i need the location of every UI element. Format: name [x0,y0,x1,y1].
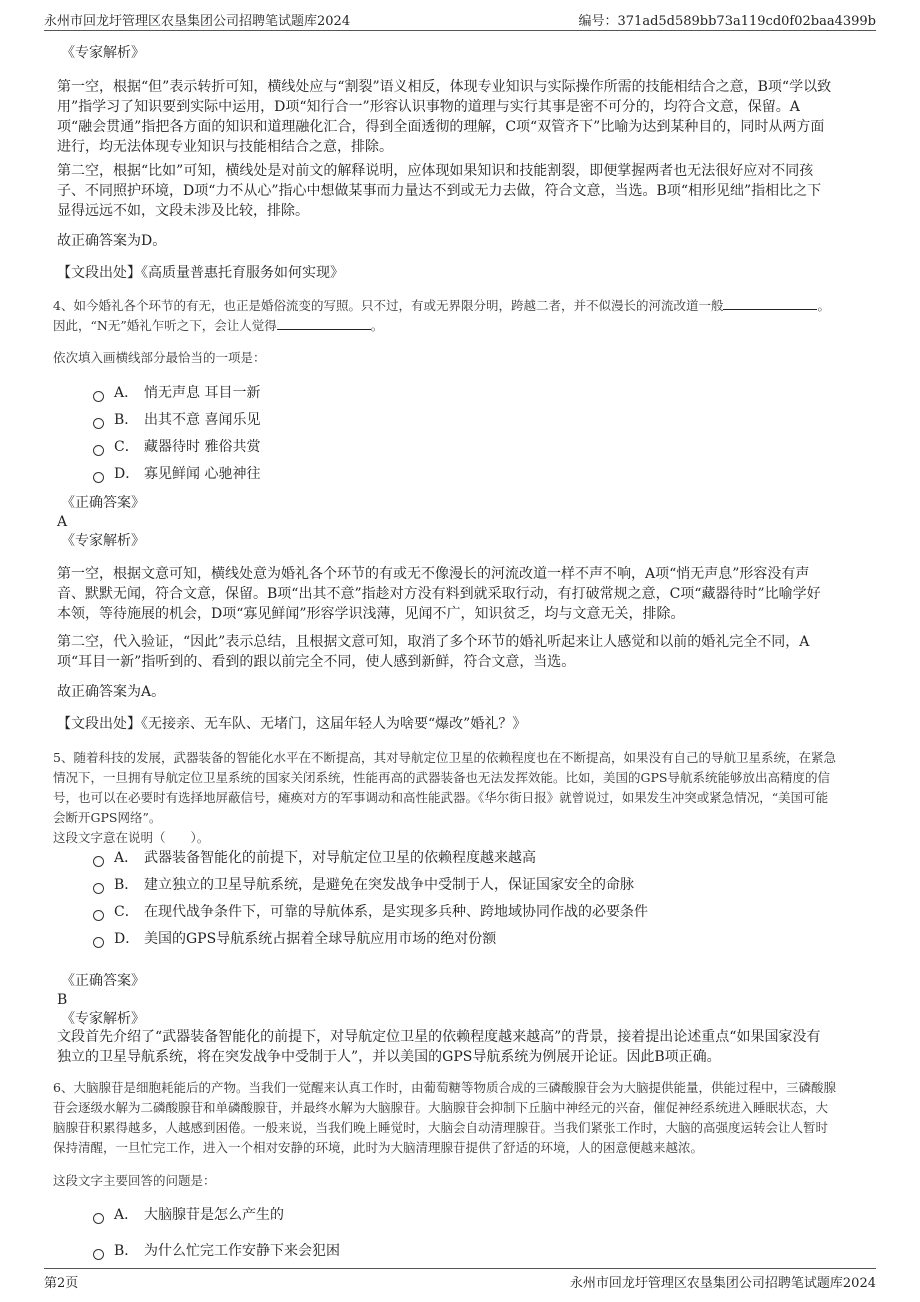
conclusion: 故正确答案为D。 [57,233,167,249]
analysis-tag: 《专家解析》 [61,533,145,549]
q6-option-b[interactable]: B． 为什么忙完工作安静下来会犯困 [93,1241,340,1261]
q4-option-b[interactable]: B． 出其不意 喜闻乐见 [93,410,260,430]
q6-option-a[interactable]: A． 大脑腺苷是怎么产生的 [93,1205,284,1225]
fill-blank-2 [277,317,371,330]
text-line: 号，也可以在必要时有选择地屏蔽信号，瘫痪对方的军事调动和高性能武器。《华尔街日报》就曾说过，如果发生冲突或紧急情况，“美国可能 [53,790,829,805]
text-line: 子、不同照护环境，D项“力不从心”指心中想做某事而力量达不到或无力去做，符合文意，当选。B项“相形见绌”指相比之下 [57,183,822,199]
radio-icon[interactable] [93,445,104,456]
question-prompt: 这段文字意在说明（ ）。 [53,830,210,845]
text-line: 项“融会贯通”指把各方面的知识和道理融化汇合，得到全面透彻的理解，C项“双管齐下”比喻为达到某种目的，同时从两方面 [57,119,825,135]
text-line: 文段首先介绍了“武器装备智能化的前提下，对导航定位卫星的依赖程度越来越高”的背景，接着提出论述重点“如果国家没有 [57,1029,821,1045]
source-line: 【文段出处】《无接亲、无车队、无堵门，这届年轻人为啥要“爆改”婚礼？》 [57,716,527,732]
analysis-paragraph-1 [57,77,857,157]
correct-answer: A [57,514,68,530]
q5-option-c[interactable]: C． 在现代战争条件下，可靠的导航体系，是实现多兵种、跨地域协同作战的必要条件 [93,902,648,922]
q4-option-c[interactable]: C． 藏器待时 雅俗共赏 [93,437,260,457]
analysis-tag: 《专家解析》 [61,1011,145,1027]
conclusion: 故正确答案为A。 [57,684,166,700]
answer-tag: 《正确答案》 [61,973,145,989]
radio-icon[interactable] [93,1213,104,1224]
q5-option-d[interactable]: D． 美国的GPS导航系统占据着全球导航应用市场的绝对份额 [93,929,496,949]
text-line: 第一空，根据“但”表示转折可知，横线处应与“割裂”语义相反，体现专业知识与实际操作所需的技能相结合之意，B项“学以致 [57,79,832,95]
question-6-stem [53,1078,861,1158]
text-line: 显得远远不如，文段未涉及比较，排除。 [57,203,309,219]
q4-option-d[interactable]: D． 寡见鲜闻 心驰神往 [93,464,260,484]
radio-icon[interactable] [93,472,104,483]
header-title: 永州市回龙圩管理区农垦集团公司招聘笔试题库2024 [44,14,351,29]
radio-icon[interactable] [93,856,104,867]
text-line: 6、大脑腺苷是细胞耗能后的产物。当我们一觉醒来认真工作时，由葡萄糖等物质合成的三磷酸腺苷会为大脑提供能量，供能过程中，三磷酸腺 [53,1080,836,1095]
question-4-stem: 4、如今婚礼各个环节的有无，也正是婚俗流变的写照。只不过，有或无界限分明，跨越二者，并不似漫长的河流改道一般 。 因此，“N无”婚礼乍听之下，会让人觉得 。 [53,298,830,333]
text-line: 情况下，一旦拥有导航定位卫星系统的国家关闭系统，性能再高的武器装备也无法发挥效能。比如，美国的GPS导航系统能够放出高精度的信 [53,770,830,785]
radio-icon[interactable] [93,418,104,429]
page-footer [44,1268,876,1291]
q4-option-a[interactable]: A． 悄无声息 耳目一新 [93,383,260,403]
analysis-tag: 《专家解析》 [61,45,145,61]
answer-tag: 《正确答案》 [61,495,145,511]
text-line: 第二空，代入验证，“因此”表示总结，且根据文意可知，取消了多个环节的婚礼听起来让人感觉和以前的婚礼完全不同，A [57,634,810,650]
question-5-stem [53,748,861,848]
fill-blank-1 [723,297,817,310]
radio-icon[interactable] [93,391,104,402]
radio-icon[interactable] [93,937,104,948]
question-prompt: 依次填入画横线部分最恰当的一项是： [53,350,266,365]
text-line: 会断开GPS网络”。 [53,810,162,825]
text-line: 音、默默无闻，符合文意，保留。B项“出其不意”指趁对方没有料到就采取行动，有打破常规之意，C项“藏器待时”比喻学好 [57,586,821,602]
page-number: 第2页 [44,1276,79,1291]
text-line: 5、随着科技的发展，武器装备的智能化水平在不断提高，其对导航定位卫星的依赖程度也在不断提高，如果没有自己的导航卫星系统，在紧急 [53,750,836,765]
analysis-paragraph-2 [57,161,857,221]
analysis-paragraph-2 [57,632,857,672]
header-doc-id: 编号：371ad5d589bb73a119cd0f02baa4399b [578,14,876,29]
radio-icon[interactable] [93,883,104,894]
radio-icon[interactable] [93,1249,104,1260]
text-line: 第一空，根据文意可知，横线处意为婚礼各个环节的有或无不像漫长的河流改道一样不声不响，A项“悄无声息”形容没有声 [57,566,810,582]
text-line: 保持清醒，一旦忙完工作，进入一个相对安静的环境，此时为大脑清理腺苷提供了舒适的环境，人的困意便越来越浓。 [53,1140,704,1155]
radio-icon[interactable] [93,910,104,921]
analysis-paragraph-1 [57,564,857,624]
text-line: 独立的卫星导航系统，将在突发战争中受制于人”，并以美国的GPS导航系统为例展开论证。因此B项正确。 [57,1049,721,1065]
text-line: 脑腺苷积累得越多，人越感到困倦。一般来说，当我们晚上睡觉时，大脑会自动清理腺苷。当我们紧张工作时，大脑的高强度运转会让人暂时 [53,1120,829,1135]
text-line: 本领，等待施展的机会，D项“寡见鲜闻”形容学识浅薄，见闻不广，知识贫乏，均与文意无关，排除。 [57,606,685,622]
text-line: 进行，均无法体现专业知识与技能相结合之意，排除。 [57,139,393,155]
footer-title: 永州市回龙圩管理区农垦集团公司招聘笔试题库2024 [569,1276,876,1291]
text-line: 第二空，根据“比如”可知，横线处是对前文的解释说明，应体现如果知识和技能割裂，即便掌握两者也无法很好应对不同孩 [57,163,814,179]
q4-line1: 4、如今婚礼各个环节的有无，也正是婚俗流变的写照。只不过，有或无界限分明，跨越二者，并不似漫长的河流改道一般 [53,298,724,313]
text-line: 用”指学习了知识要到实际中运用，D项“知行合一”形容认识事物的道理与实行其事是密不可分的，均符合文意，保留。A [57,99,800,115]
page-header [44,8,876,31]
q5-option-b[interactable]: B． 建立独立的卫星导航系统，是避免在突发战争中受制于人，保证国家安全的命脉 [93,875,634,895]
analysis-paragraph [57,1027,857,1067]
q4-line2: 因此，“N无”婚礼乍听之下，会让人觉得 [53,318,277,333]
text-line: 项“耳目一新”指听到的、看到的跟以前完全不同，使人感到新鲜，符合文意，当选。 [57,654,576,670]
text-line: 苷会逐级水解为二磷酸腺苷和单磷酸腺苷，并最终水解为大脑腺苷。大脑腺苷会抑制下丘脑中神经元的兴奋，催促神经系统进入睡眠状态，大 [53,1100,829,1115]
question-prompt: 这段文字主要回答的问题是： [53,1173,216,1188]
q5-option-a[interactable]: A． 武器装备智能化的前提下，对导航定位卫星的依赖程度越来越高 [93,848,536,868]
source-line: 【文段出处】《高质量普惠托育服务如何实现》 [57,265,344,281]
correct-answer: B [57,992,68,1008]
